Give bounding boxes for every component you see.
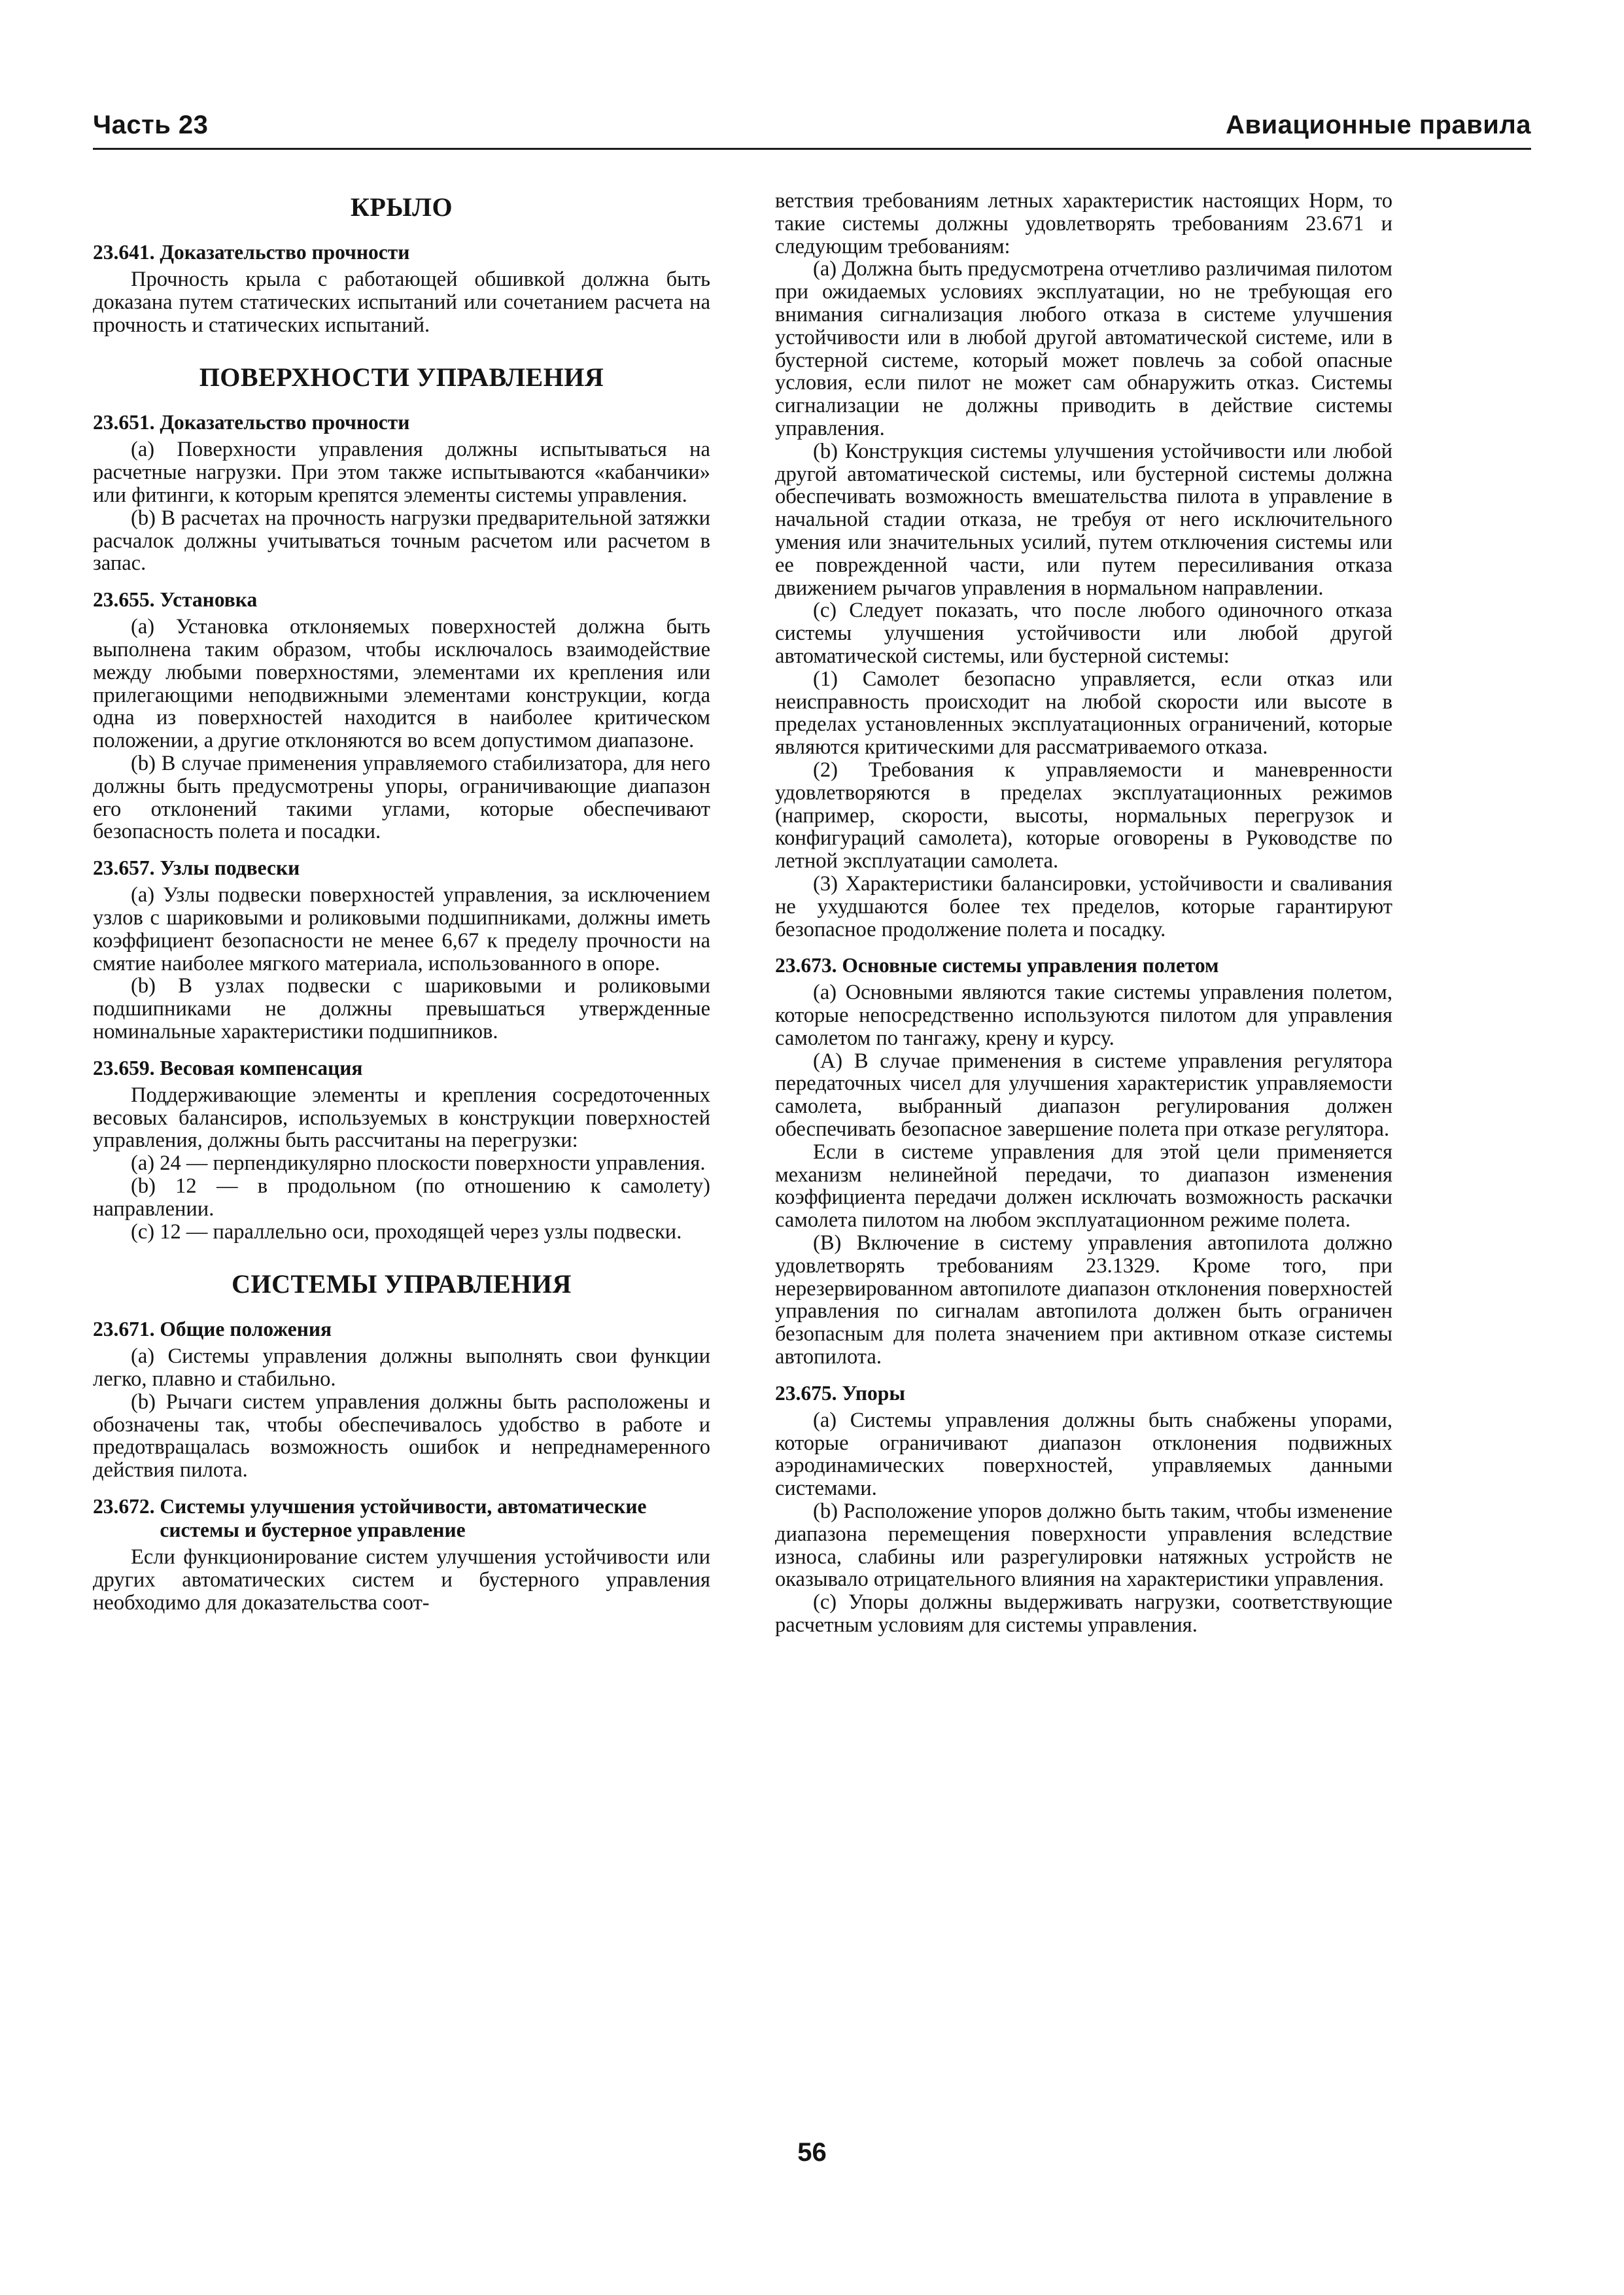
paragraph-23-671-a: (a) Системы управления должны выполнять свои функции легко, плавно и стабильно.: [93, 1344, 710, 1392]
paragraph-23-651-a: (a) Поверхности управления должны испытываться на расчетные нагрузки. При этом также испытываются «кабанчики» или фитинги, к которым крепятся элементы системы управления.: [93, 438, 710, 507]
clause-heading-23-657: 23.657. Узлы подвески: [93, 856, 300, 880]
clause-heading-23-655: 23.655. Установка: [93, 588, 258, 612]
paragraph-23-672-c-1: (1) Самолет безопасно управляется, если отказ или неисправность происходит на любой скорости или высоте в пределах установленных эксплуатационных ограничений, которые являются критическими для рассматриваемого отказа.: [775, 667, 1392, 760]
clause-title-23-672: Системы улучшения устойчивости, автоматические системы и бустерное управление: [160, 1495, 647, 1542]
paragraph-23-651-b: (b) В расчетах на прочность нагрузки предварительной затяжки расчалок должны учитываться точным расчетом или расчетом в запас.: [93, 506, 710, 576]
paragraph-23-672: Если функционирование систем улучшения устойчивости или других автоматических систем и бустерного управления необходимо для доказательства соот-: [93, 1545, 710, 1615]
section-title-wing: КРЫЛО: [350, 192, 453, 222]
paragraph-23-641: Прочность крыла с работающей обшивкой должна быть доказана путем статических испытаний или сочетанием расчета на прочность и статических испытаний.: [93, 268, 710, 337]
paragraph-23-655-b: (b) В случае применения управляемого стабилизатора, для него должны быть предусмотрены упоры, ограничивающие диапазон его отклонений такими углами, которые обеспечивают безопасность полета и посадки.: [93, 751, 710, 844]
clause-heading-23-659: 23.659. Весовая компенсация: [93, 1056, 363, 1079]
paragraph-23-675-b: (b) Расположение упоров должно быть таким, чтобы изменение диапазона перемещения поверхности управления вследствие износа, слабины или разрегулировки натяжных устройств не оказывало отрицательного влияния на характеристики управления.: [775, 1499, 1392, 1592]
section-title-control-systems: СИСТЕМЫ УПРАВЛЕНИЯ: [232, 1269, 572, 1299]
paragraph-23-655-a: (a) Установка отклоняемых поверхностей должна быть выполнена таким образом, чтобы исключалось взаимодействие между любыми поверхностями, элементами их крепления или прилегающими неподвижными элементами конструкции, когда одна из поверхностей находится в наиболее критическом положении, а другие отклоняются во всем допустимом диапазоне.: [93, 615, 710, 753]
paragraph-23-675-c: (c) Упоры должны выдерживать нагрузки, соответствующие расчетным условиям для системы управления.: [775, 1590, 1392, 1638]
paragraph-23-659: Поддерживающие элементы и крепления сосредоточенных весовых балансиров, используемых в конструкции поверхностей управления, должны быть рассчитаны на перегрузки:: [93, 1083, 710, 1153]
left-column: [93, 190, 710, 1614]
clause-heading-23-675: 23.675. Упоры: [775, 1381, 905, 1405]
clause-number-23-672: 23.672.: [93, 1495, 160, 1518]
section-title-control-surfaces: ПОВЕРХНОСТИ УПРАВЛЕНИЯ: [199, 362, 604, 393]
paragraph-23-659-a: (a) 24 — перпендикулярно плоскости поверхности управления.: [131, 1151, 706, 1176]
paragraph-23-659-c: (c) 12 — параллельно оси, проходящей через узлы подвески.: [131, 1219, 682, 1244]
paragraph-23-673-a: (a) Основными являются такие системы управления полетом, которые непосредственно используются пилотом для управления самолетом по тангажу, крену и курсу.: [775, 981, 1392, 1050]
clause-heading-23-651: 23.651. Доказательство прочности: [93, 411, 410, 434]
header-part-label: Часть 23: [93, 111, 209, 139]
paragraph-23-657-a: (a) Узлы подвески поверхностей управления, за исключением узлов с шариковыми и роликовыми подшипниками, должны иметь коэффициент безопасности не менее 6,67 к пределу прочности на смятие наиболее мягкого материала, использованного в опоре.: [93, 883, 710, 975]
paragraph-23-672-a: (a) Должна быть предусмотрена отчетливо различимая пилотом при ожидаемых условиях эксплуатации, но не требующая его внимания сигнализация любого отказа в системе улучшения устойчивости или в любой другой автоматической системе, или в бустерной системе, который может повлечь за собой опасные условия, если пилот не может сам обнаружить отказ. Системы сигнализации не должны приводить в действие системы управления.: [775, 257, 1392, 440]
paragraph-23-673-B: (B) Включение в систему управления автопилота должно удовлетворять требованиям 23.1329. Кроме того, при нерезервированном автопилоте диапазон отклонения поверхностей управления по сигналам автопилота должен быть ограничен безопасным для полета значением при активном отказе системы автопилота.: [775, 1231, 1392, 1369]
right-column: [775, 190, 1392, 1637]
header-title: Авиационные правила: [1226, 111, 1531, 139]
paragraph-23-673-A-2: Если в системе управления для этой цели применяется механизм нелинейной передачи, то диапазон изменения коэффициента передачи должен исключать возможность раскачки самолета пилотом на любом эксплуатационном режиме полета.: [775, 1140, 1392, 1233]
page-number: 56: [797, 2138, 827, 2167]
paragraph-23-672-c: (c) Следует показать, что после любого одиночного отказа системы улучшения устойчивости или любой другой автоматической системы, или бустерной системы:: [775, 599, 1392, 668]
paragraph-23-673-A: (A) В случае применения в системе управления регулятора передаточных чисел для улучшения характеристик управляемости самолета, выбранный диапазон регулирования должен обеспечивать безопасное завершение полета при отказе регулятора.: [775, 1049, 1392, 1142]
paragraph-23-672-c-2: (2) Требования к управляемости и маневренности удовлетворяются в пределах эксплуатационных режимов (например, скорости, высоты, нормальных перегрузок и конфигураций самолета), которые оговорены в Руководстве по летной эксплуатации самолета.: [775, 758, 1392, 873]
running-header: [93, 98, 1531, 150]
clause-heading-23-673: 23.673. Основные системы управления полетом: [775, 954, 1219, 977]
clause-heading-23-641: 23.641. Доказательство прочности: [93, 241, 410, 264]
clause-heading-23-671: 23.671. Общие положения: [93, 1318, 332, 1341]
clause-heading-23-672: [93, 1495, 710, 1542]
paragraph-23-671-b: (b) Рычаги систем управления должны быть расположены и обозначены так, чтобы обеспечивалось удобство в работе и предотвращалась возможность ошибок и непреднамеренного действия пилота.: [93, 1390, 710, 1482]
paragraph-23-672-c-3: (3) Характеристики балансировки, устойчивости и сваливания не ухудшаются более тех пределов, которые гарантируют безопасное продолжение полета и посадку.: [775, 871, 1392, 941]
paragraph-23-657-b: (b) В узлах подвески с шариковыми и роликовыми подшипниками не должны превышаться утвержденные номинальные характеристики подшипников.: [93, 974, 710, 1043]
paragraph-23-675-a: (a) Системы управления должны быть снабжены упорами, которые ограничивают диапазон отклонения подвижных аэродинамических поверхностей, управляемых данными системами.: [775, 1408, 1392, 1501]
paragraph-23-672-b: (b) Конструкция системы улучшения устойчивости или любой другой автоматической системы, или бустерной системы должна обеспечивать возможность вмешательства пилота в управление в начальной стадии отказа, не требуя от него исключительного умения или значительных усилий, путем отключения системы или ее поврежденной части, или путем пересиливания отказа движением рычагов управления в нормальном направлении.: [775, 439, 1392, 600]
paragraph-23-659-b: (b) 12 — в продольном (по отношению к самолету) направлении.: [93, 1174, 710, 1221]
paragraph-23-672-continued: ветствия требованиям летных характеристик настоящих Норм, то такие системы должны удовлетворять требованиям 23.671 и следующим требованиям:: [775, 189, 1392, 258]
